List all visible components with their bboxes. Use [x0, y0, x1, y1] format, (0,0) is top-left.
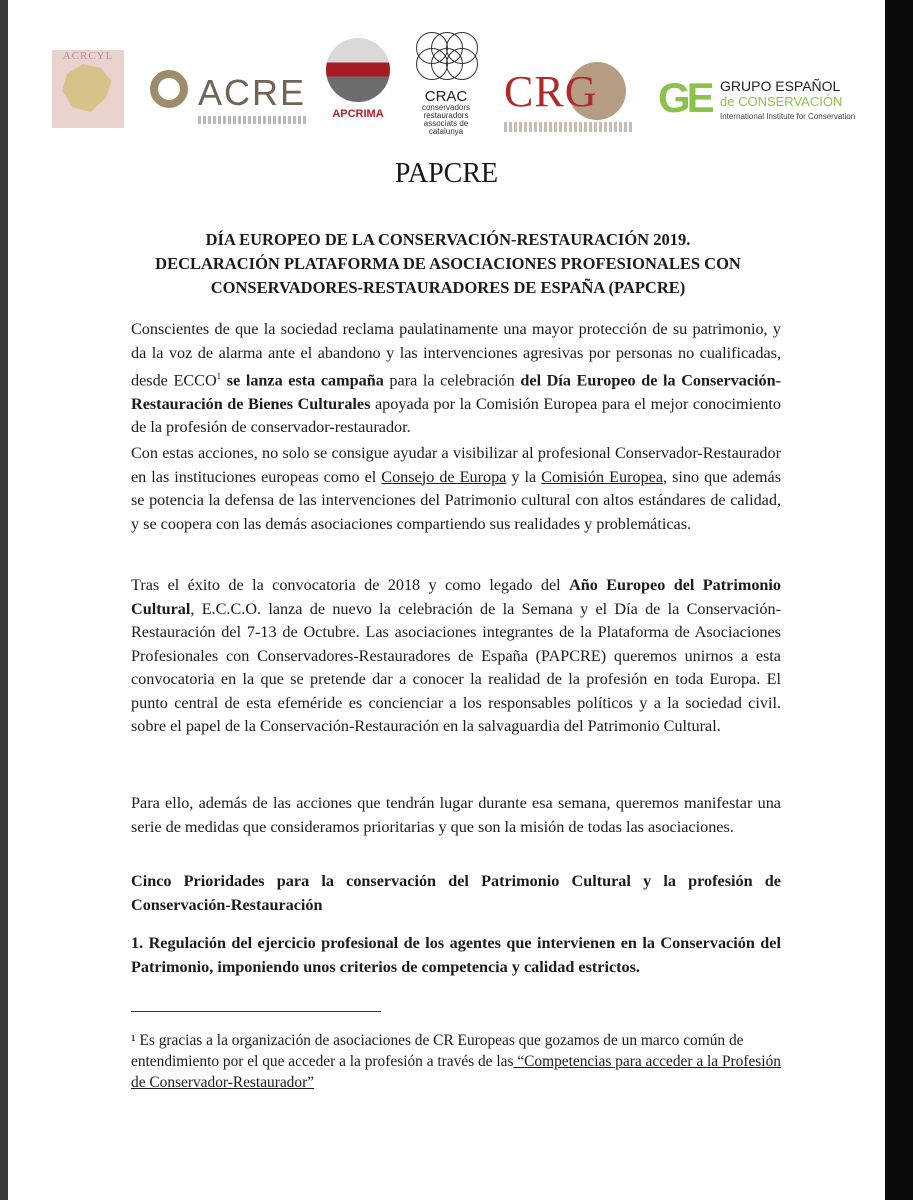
document-page	[8, 0, 885, 1200]
p3-bold-year: Año Europeo del Patrimonio Cultural	[131, 576, 782, 618]
paragraph-2	[131, 442, 781, 536]
acre-logo-subtext	[198, 116, 308, 124]
p1-bold-day: del Día Europeo de la Conservación-Restauración de Bienes Culturales	[131, 371, 782, 413]
footnote-text: ¹ Es gracias a la organización de asociaciones de CR Europeas que gozamos de un marco común de entendimiento por el que acceder a la profesión a través de las	[131, 1032, 744, 1070]
document-title: PAPCRE	[394, 158, 499, 189]
footnote-divider	[131, 1011, 381, 1012]
apcrima-circle-icon	[326, 38, 390, 102]
crac-logo-subtext-1: conservadors restauradors	[421, 103, 471, 120]
crac-logo-text: CRAC	[424, 88, 468, 105]
map-icon	[62, 64, 114, 112]
link-competencias[interactable]: “Competencias para acceder a la Profesión de Conservador-Restaurador”	[131, 1053, 781, 1091]
apcrima-logo-text: APCRIMA	[332, 108, 384, 120]
paragraph-1	[131, 318, 781, 440]
crac-logo-subtext-2: associats de catalunya	[423, 119, 469, 136]
heading-line-1: DÍA EUROPEO DE LA CONSERVACIÓN-RESTAURACIÓN 2019.	[205, 230, 691, 249]
gec-logo	[658, 74, 858, 134]
acre-logo-text: ACRE	[198, 72, 307, 113]
circle-icon	[446, 48, 478, 80]
acrcyl-logo	[52, 50, 124, 128]
p1-text-a: Conscientes de que la sociedad reclama paulatinamente una mayor protección de su patrimonio, y da la voz de alarma ante el abandono y las intervenciones agresivas por personas no cualificadas, desde ECCO	[131, 320, 781, 390]
priority-1: 1. Regulación del ejercicio profesional de los agentes que intervienen en la Conservación del Patrimonio, imponiendo unos criterios de competencia y calidad estrictos.	[131, 934, 781, 976]
viewer-left-edge	[0, 0, 8, 1200]
viewer-right-edge	[885, 0, 913, 1200]
heading-line-3: CONSERVADORES-RESTAURADORES DE ESPAÑA (PAPCRE)	[210, 278, 686, 297]
heading-line-2: DECLARACIÓN PLATAFORMA DE ASOCIACIONES PROFESIONALES CON	[155, 254, 741, 273]
p3-text-a: Tras el éxito de la convocatoria de 2018 y como legado del	[131, 576, 570, 594]
p1-bold-campaign: se lanza esta campaña	[221, 371, 384, 390]
footnote-ref[interactable]: 1	[216, 371, 222, 381]
p2-text-c: , sino que además se potencia la defensa de las intervenciones del Patrimonio cultural con altos estándares de calidad, y se coopera con las demás asociaciones compartiendo sus realidades y problemáticas.	[131, 467, 781, 533]
gec-logo-line-3: International Institute for Conservation	[720, 112, 856, 121]
p1-text-e: apoyada por la Comisión Europea para el mejor conocimiento de la profesión de conservador-restaurador.	[131, 394, 782, 437]
crg-logo	[504, 62, 639, 132]
crg-logo-text: CRG	[504, 67, 598, 116]
p2-text-b: y la	[506, 467, 542, 486]
section-title: Cinco Prioridades para la conservación del Patrimonio Cultural y la profesión de Conservación-Restauración	[131, 872, 781, 914]
gec-logo-line-1: GRUPO ESPAÑOL	[720, 78, 841, 94]
logo-strip	[8, 30, 885, 140]
p2-text-a: Con estas acciones, no solo se consigue ayudar a visibilizar al profesional Conservador-Restaurador en las instituciones europeas como el	[131, 444, 781, 486]
declaration-heading	[108, 228, 788, 300]
crac-logo-subtext	[410, 104, 482, 136]
link-comision-europea[interactable]: Comisión Europea	[541, 467, 664, 486]
crac-logo	[410, 30, 482, 134]
paragraph-4: Para ello, además de las acciones que tendrán lugar durante esa semana, queremos manifestar una serie de medidas que consideramos prioritarias y que son la misión de todas las asociaciones.	[131, 794, 781, 836]
p3-text-c: , E.C.C.O. lanza de nuevo la celebración de la Semana y el Día de la Conservación-Restauración del 7-13 de Octubre. Las asociaciones integrantes de la Plataforma de Asociaciones Profesionales con Conservadores-Restauradores de España (PAPCRE) queremos unirnos a esta convocatoria en la que se pretende dar a conocer la realidad de la profesión en toda Europa. El punto central de esta efeméride es concienciar a los responsables políticos y a la sociedad civil. sobre el papel de la Conservación-Restauración en la salvaguardia del Patrimonio Cultural.	[131, 599, 781, 735]
footnote	[131, 1030, 791, 1093]
gec-logo-line-2: de CONSERVACIÓN	[720, 94, 843, 109]
ring-icon	[150, 70, 188, 108]
acrcyl-logo-text: ACRCYL	[62, 50, 114, 62]
p1-text-c: para la celebración	[383, 371, 521, 390]
gec-logo-mark: GE	[658, 74, 711, 121]
acre-logo	[150, 64, 310, 124]
apcrima-logo	[326, 38, 390, 128]
paragraph-3	[131, 574, 781, 739]
crg-logo-subtext	[504, 122, 632, 132]
link-consejo-de-europa[interactable]: Consejo de Europa	[381, 467, 507, 486]
